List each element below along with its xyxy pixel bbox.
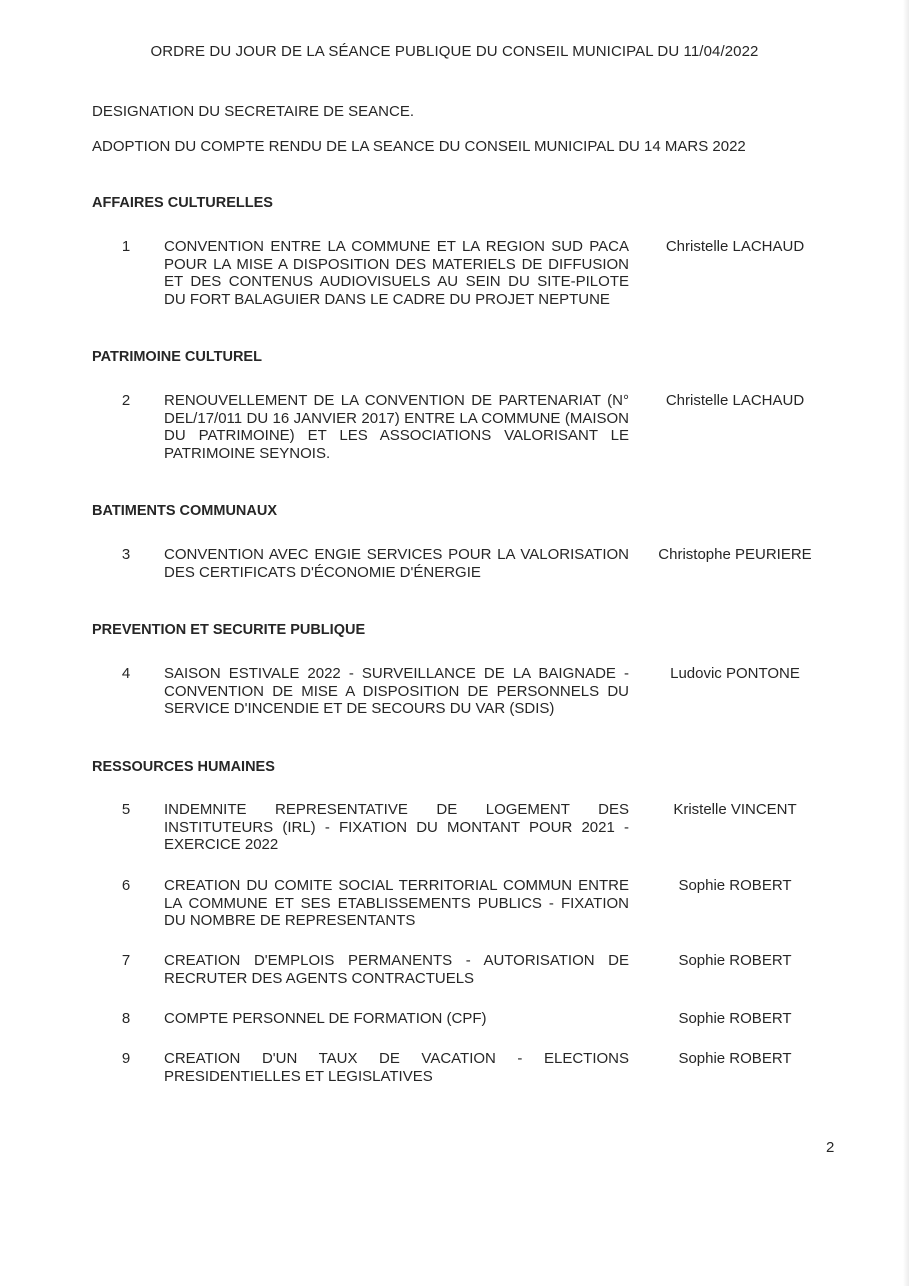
item-number: 8 [121,1010,131,1027]
item-reporter: Christelle LACHAUD [665,238,805,255]
item-text: INDEMNITE REPRESENTATIVE DE LOGEMENT DES INSTITUTEURS (IRL) - FIXATION DU MONTANT POUR 2021 - EXERCICE 2022 [164,801,629,854]
item-reporter: Kristelle VINCENT [673,801,797,818]
page-edge-shadow [903,0,909,1286]
section-title-ressources-humaines: RESSOURCES HUMAINES [92,759,275,775]
item-number: 1 [121,238,131,255]
item-text: CONVENTION ENTRE LA COMMUNE ET LA REGION SUD PACA POUR LA MISE A DISPOSITION DES MATERIELS DE DIFFUSION ET DES CONTENUS AUDIOVISUELS AU SEIN DU SITE-PILOTE DU FORT BALAGUIER DANS LE CADRE DU PROJET NEPTUNE [164,238,629,308]
item-reporter: Sophie ROBERT [678,877,792,894]
preliminary-secretary-designation: DESIGNATION DU SECRETAIRE DE SEANCE. [92,103,414,120]
item-number: 4 [121,665,131,682]
section-title-batiments-communaux: BATIMENTS COMMUNAUX [92,503,277,519]
item-text: CREATION D'UN TAUX DE VACATION - ELECTIONS PRESIDENTIELLES ET LEGISLATIVES [164,1050,629,1085]
item-number: 3 [121,546,131,563]
section-title-prevention-securite: PREVENTION ET SECURITE PUBLIQUE [92,622,366,638]
item-text: CREATION D'EMPLOIS PERMANENTS - AUTORISATION DE RECRUTER DES AGENTS CONTRACTUELS [164,952,629,987]
item-text: COMPTE PERSONNEL DE FORMATION (CPF) [164,1010,487,1027]
item-reporter: Sophie ROBERT [678,1010,792,1027]
item-text: SAISON ESTIVALE 2022 - SURVEILLANCE DE LA BAIGNADE - CONVENTION DE MISE A DISPOSITION DE PERSONNELS DU SERVICE D'INCENDIE ET DE SECOURS DU VAR (SDIS) [164,665,629,718]
item-number: 9 [121,1050,131,1067]
item-number: 6 [121,877,131,894]
item-reporter: Sophie ROBERT [678,952,792,969]
section-title-affaires-culturelles: AFFAIRES CULTURELLES [92,195,273,211]
item-number: 5 [121,801,131,818]
section-title-patrimoine-culturel: PATRIMOINE CULTUREL [92,349,262,365]
page-title: ORDRE DU JOUR DE LA SÉANCE PUBLIQUE DU CONSEIL MUNICIPAL DU 11/04/2022 [150,43,759,60]
item-reporter: Ludovic PONTONE [670,665,800,682]
item-number: 7 [121,952,131,969]
item-text: CREATION DU COMITE SOCIAL TERRITORIAL COMMUN ENTRE LA COMMUNE ET SES ETABLISSEMENTS PUBLICS - FIXATION DU NOMBRE DE REPRESENTANTS [164,877,629,930]
item-text: RENOUVELLEMENT DE LA CONVENTION DE PARTENARIAT (N° DEL/17/011 DU 16 JANVIER 2017) ENTRE LA COMMUNE (MAISON DU PATRIMOINE) ET LES ASSOCIATIONS VALORISANT LE PATRIMOINE SEYNOIS. [164,392,629,462]
item-text: CONVENTION AVEC ENGIE SERVICES POUR LA VALORISATION DES CERTIFICATS D'ÉCONOMIE D'ÉNERGIE [164,546,629,581]
item-number: 2 [121,392,131,409]
item-reporter: Christophe PEURIERE [658,546,812,563]
item-reporter: Christelle LACHAUD [665,392,805,409]
page-number: 2 [826,1139,835,1156]
preliminary-minutes-adoption: ADOPTION DU COMPTE RENDU DE LA SEANCE DU CONSEIL MUNICIPAL DU 14 MARS 2022 [92,138,746,155]
item-reporter: Sophie ROBERT [678,1050,792,1067]
